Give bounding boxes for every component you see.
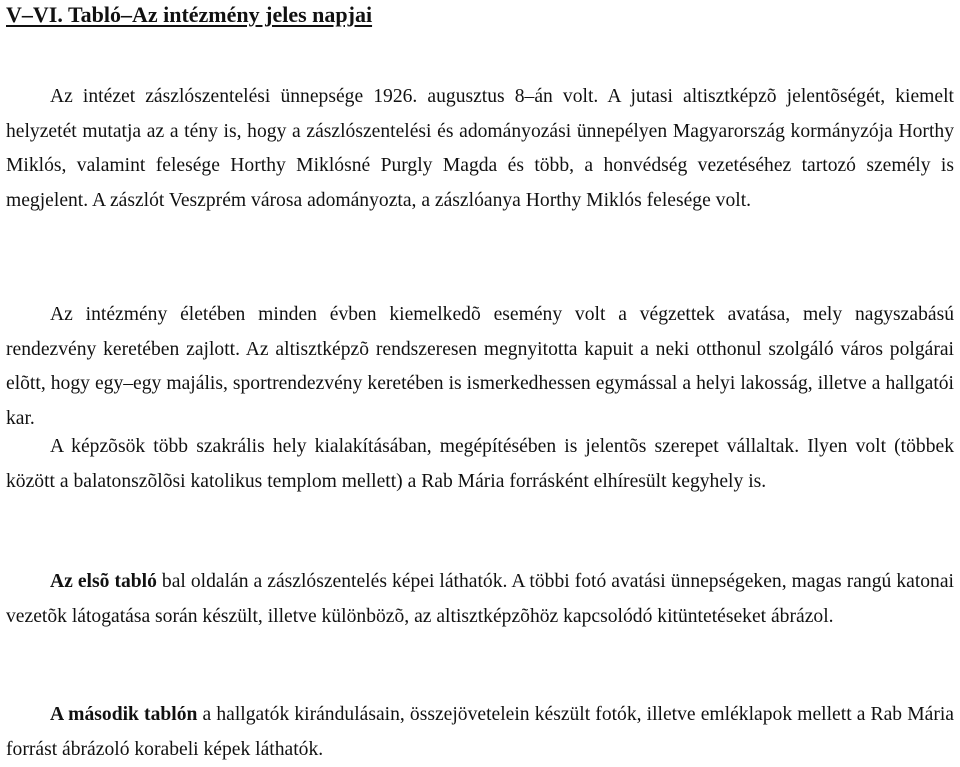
paragraph-sacred-places [6, 430, 954, 499]
paragraph-flag-consecration [6, 80, 954, 218]
document-heading: V–VI. Tabló–Az intézmény jeles napjai [6, 2, 373, 27]
paragraph-text: a hallgatók kirándulásain, összejövetelein készült fotók, illetve emléklapok mellett a Rab Mária forrást ábrázoló korabeli képek láthatók. [6, 704, 954, 760]
paragraph-graduation-events [6, 298, 954, 436]
paragraph-text: Az intézmény életében minden évben kiemelkedõ esemény volt a végzettek avatása, mely nagyszabású rendezvény keretében zajlott. Az altisztképzõ rendszeresen megnyitotta kapuit a neki otthonul szolgáló város polgárai elõtt, hogy egy–egy majális, sportrendezvény keretében is ismerkedhessen egymással a helyi lakosság, illetve a hallgatói kar. [6, 304, 954, 429]
paragraph-second-tableau [6, 698, 954, 767]
paragraph-lead: Az elsõ tabló [50, 571, 157, 592]
paragraph-text: Az intézet zászlószentelési ünnepsége 1926. augusztus 8–án volt. A jutasi altisztképzõ jelentõségét, kiemelt helyzetét mutatja az a tény is, hogy a zászlószentelési és adományozási ünnepélyen Magyarország kormányzója Horthy Miklós, valamint felesége Horthy Miklósné Purgly Magda és több, a honvédség vezetéséhez tartozó személy is megjelent. A zászlót Veszprém városa adományozta, a zászlóanya Horthy Miklós felesége volt. [6, 86, 954, 211]
paragraph-text: A képzõsök több szakrális hely kialakításában, megépítésében is jelentõs szerepet vállaltak. Ilyen volt (többek között a balatonszõlõsi katolikus templom mellett) a Rab Mária forrásként elhíresült kegyhely is. [6, 436, 954, 492]
paragraph-first-tableau [6, 565, 954, 634]
paragraph-text: bal oldalán a zászlószentelés képei láthatók. A többi fotó avatási ünnepségeken, magas rangú katonai vezetõk látogatása során készült, illetve különbözõ, az altisztképzõhöz kapcsolódó kitüntetéseket ábrázol. [6, 571, 954, 627]
paragraph-lead: A második tablón [50, 704, 198, 725]
